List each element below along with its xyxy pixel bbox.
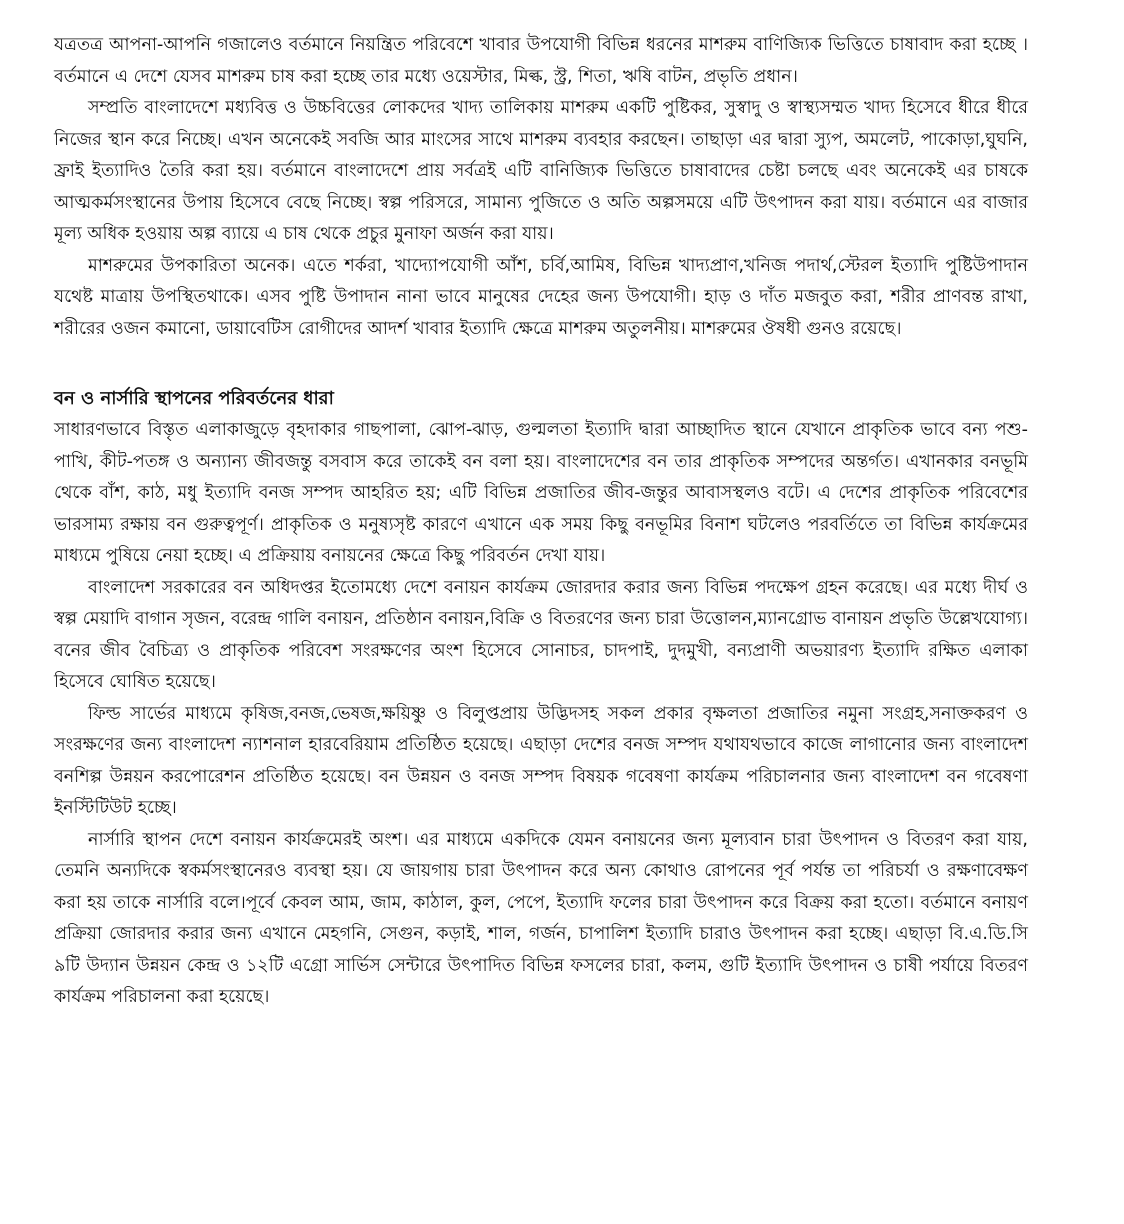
forest-paragraph-4: নার্সারি স্থাপন দেশে বনায়ন কার্যক্রমেরই অংশ। এর মাধ্যমে একদিকে যেমন বনায়নের জন্য মূল্যবান চারা উৎপাদন ও বিতরণ করা যায়, তেমনি অন্যদিকে স্বকর্মসংস্থানেরও ব্যবস্থা হয়। যে জায়গায় চারা উৎপাদন করে অন্য কোথাও রোপনের পূর্ব পর্যন্ত তা পরিচর্যা ও রক্ষণাবেক্ষণ করা হয় তাকে নার্সারি বলে।পূর্বে কেবল আম, জাম, কাঠাল, কুল, পেপে, ইত্যাদি ফলের চারা উৎপাদন করে বিক্রয় করা হতো। বর্তমানে বনায়ণ প্রক্রিয়া জোরদার করার জন্য এখানে মেহগনি, সেগুন, কড়াই, শাল, গর্জন, চাপালিশ ইত্যাদি চারাও উৎপাদন করা হচ্ছে। এছাড়া বি.এ.ডি.সি ৯টি উদ্যান উন্নয়ন কেন্দ্র ও ১২টি এগ্রো সার্ভিস সেন্টারে উৎপাদিত বিভিন্ন ফসলের চারা, কলম, গুটি ইত্যাদি উৎপাদন ও চাষী পর্যায়ে বিতরণ কার্যক্রম পরিচালনা করা হয়েছে। <box>54 829 1028 1007</box>
forest-paragraph-3: ফিল্ড সার্ভের মাধ্যমে কৃষিজ,বনজ,ভেষজ,ক্ষয়িষ্ণু ও বিলুপ্তপ্রায় উদ্ভিদসহ সকল প্রকার বৃক্ষলতা প্রজাতির নমুনা সংগ্রহ,সনাক্তকরণ ও সংরক্ষণের জন্য বাংলাদেশ ন্যাশনাল হারবেরিয়াম প্রতিষ্ঠিত হয়েছে। এছাড়া দেশের বনজ সম্পদ যথাযথভাবে কাজে লাগানোর জন্য বাংলাদেশ বনশিল্প উন্নয়ন করপোরেশন প্রতিষ্ঠিত হয়েছে। বন উন্নয়ন ও বনজ সম্পদ বিষয়ক গবেষণা কার্যক্রম পরিচালনার জন্য বাংলাদেশ বন গবেষণা ইনস্টিটিউট হচ্ছে। <box>54 703 1028 818</box>
mushroom-paragraph-2: সম্প্রতি বাংলাদেশে মধ্যবিত্ত ও উচ্চবিত্তের লোকদের খাদ্য তালিকায় মাশরুম একটি পুষ্টিকর, সুস্বাদু ও স্বাস্থ্যসম্মত খাদ্য হিসেবে ধীরে ধীরে নিজের স্থান করে নিচ্ছে। এখন অনেকেই সবজি আর মাংসের সাথে মাশরুম ব্যবহার করছেন। তাছাড়া এর দ্বারা স্যুপ, অমলেট, পাকোড়া,ঘুঘনি, ফ্রাই ইত্যাদিও তৈরি করা হয়। বর্তমানে বাংলাদেশে প্রায় সর্বত্রই এটি বানিজ্যিক ভিত্তিতে চাষাবাদের চেষ্টা চলছে এবং অনেকেই এর চাষকে আত্মকর্মসংস্থানের উপায় হিসেবে বেছে নিচ্ছে। স্বল্প পরিসরে, সামান্য পুজিতে ও অতি অল্পসময়ে এটি উৎপাদন করা যায়। বর্তমানে এর বাজার মূল্য অধিক হওয়ায় অল্প ব্যায়ে এ চাষ থেকে প্রচুর মুনাফা অর্জন করা যায়। <box>54 98 1028 244</box>
forest-paragraph-2: বাংলাদেশ সরকারের বন অধিদপ্তর ইতোমধ্যে দেশে বনায়ন কার্যক্রম জোরদার করার জন্য বিভিন্ন পদক্ষেপ গ্রহন করেছে। এর মধ্যে দীর্ঘ ও স্বল্প মেয়াদি বাগান সৃজন, বরেন্দ্র গালি বনায়ন, প্রতিষ্ঠান বনায়ন,বিক্রি ও বিতরণের জন্য চারা উত্তোলন,ম্যানগ্রোভ বানায়ন প্রভৃতি উল্লেখযোগ্য। বনের জীব বৈচিত্র্য ও প্রাকৃতিক পরিবেশ সংরক্ষণের অংশ হিসেবে সোনাচর, চাদপাই, দুদমুখী, বন্যপ্রাণী অভয়ারণ্য ইত্যাদি রক্ষিত এলাকা হিসেবে ঘোষিত হয়েছে। <box>54 577 1028 692</box>
mushroom-section <box>54 30 1028 345</box>
mushroom-paragraph-3: মাশরুমের উপকারিতা অনেক। এতে শর্করা, খাদ্যোপযোগী আঁশ, চর্বি,আমিষ, বিভিন্ন খাদ্যপ্রাণ,খনিজ পদার্থ,স্টেরল ইত্যাদি পুষ্টিউপাদান যথেষ্ট মাত্রায় উপস্থিতথাকে। এসব পুষ্টি উপাদান নানা ভাবে মানুষের দেহের জন্য উপযোগী। হাড় ও দাঁত মজবুত করা, শরীর প্রাণবন্ত রাখা, শরীরের ওজন কমানো, ডায়াবেটিস রোগীদের আদর্শ খাবার ইত্যাদি ক্ষেত্রে মাশরুম অতুলনীয়। মাশরুমের ঔষধী গুনও রয়েছে। <box>54 255 1028 339</box>
forest-paragraph-1: সাধারণভাবে বিস্তৃত এলাকাজুড়ে বৃহদাকার গাছপালা, ঝোপ-ঝাড়, গুল্মলতা ইত্যাদি দ্বারা আচ্ছাদিত স্থানে যেখানে প্রাকৃতিক ভাবে বন্য পশু-পাখি, কীট-পতঙ্গ ও অন্যান্য জীবজন্তু বসবাস করে তাকেই বন বলা হয়। বাংলাদেশের বন তার প্রাকৃতিক সম্পদের অন্তর্গত। এখানকার বনভূমি থেকে বাঁশ, কাঠ, মধু ইত্যাদি বনজ সম্পদ আহরিত হয়; এটি বিভিন্ন প্রজাতির জীব-জন্তুর আবাসস্থলও বটে। এ দেশের প্রাকৃতিক পরিবেশের ভারসাম্য রক্ষায় বন গুরুত্বপূর্ণ। প্রাকৃতিক ও মনুষ্যসৃষ্ট কারণে এখানে এক সময় কিছু বনভূমির বিনাশ ঘটলেও পরবর্তিতে তা বিভিন্ন কার্যক্রমের মাধ্যমে পুষিয়ে নেয়া হচ্ছে। এ প্রক্রিয়ায় বনায়নের ক্ষেত্রে কিছু পরিবর্তন দেখা যায়। <box>54 420 1028 566</box>
mushroom-paragraph-1: যত্রতত্র আপনা-আপনি গজালেও বর্তমানে নিয়ন্ত্রিত পরিবেশে খাবার উপযোগী বিভিন্ন ধরনের মাশরুম বাণিজ্যিক ভিত্তিতে চাষাবাদ করা হচ্ছে । বর্তমানে এ দেশে যেসব মাশরুম চাষ করা হচ্ছে তার মধ্যে ওয়েস্টার, মিল্ক, স্ট্র, শিতা, ঋষি বাটন, প্রভৃতি প্রধান। <box>54 35 1028 87</box>
section-heading: বন ও নার্সারি স্থাপনের পরিবর্তনের ধারা <box>54 388 334 409</box>
forest-nursery-section <box>54 383 1028 1014</box>
section-gap <box>54 345 1028 383</box>
